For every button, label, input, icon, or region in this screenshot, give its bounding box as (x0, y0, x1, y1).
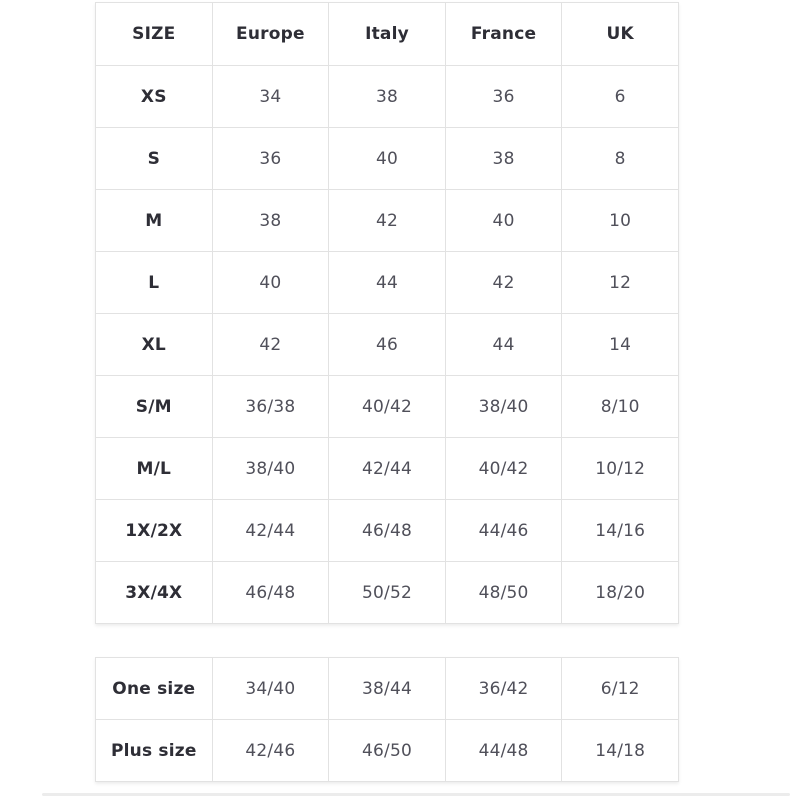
table-row-one-size (96, 658, 679, 720)
column-header-france: France (445, 3, 562, 66)
cell-italy: 46/48 (329, 500, 446, 562)
cell-france: 40 (445, 190, 562, 252)
table-row-s (96, 128, 679, 190)
row-label: L (96, 252, 213, 314)
table-row-plus-size (96, 720, 679, 782)
table-row-m (96, 190, 679, 252)
cell-europe: 42/44 (212, 500, 329, 562)
cell-europe: 42 (212, 314, 329, 376)
cell-uk: 6/12 (562, 658, 679, 720)
cell-europe: 40 (212, 252, 329, 314)
cell-france: 38/40 (445, 376, 562, 438)
column-header-europe: Europe (212, 3, 329, 66)
header-row (96, 3, 679, 66)
row-label: Plus size (96, 720, 213, 782)
cell-italy: 40/42 (329, 376, 446, 438)
cell-france: 44 (445, 314, 562, 376)
cell-europe: 46/48 (212, 562, 329, 624)
cell-france: 42 (445, 252, 562, 314)
row-label: S/M (96, 376, 213, 438)
column-header-size: SIZE (96, 3, 213, 66)
cell-france: 48/50 (445, 562, 562, 624)
cell-europe: 36/38 (212, 376, 329, 438)
cell-france: 38 (445, 128, 562, 190)
row-label: One size (96, 658, 213, 720)
row-label: M (96, 190, 213, 252)
cell-europe: 34/40 (212, 658, 329, 720)
cell-europe: 38/40 (212, 438, 329, 500)
cell-italy: 50/52 (329, 562, 446, 624)
table-row-3x4x (96, 562, 679, 624)
cell-france: 44/46 (445, 500, 562, 562)
cell-uk: 14/16 (562, 500, 679, 562)
cell-italy: 40 (329, 128, 446, 190)
bottom-divider (42, 793, 790, 796)
column-header-italy: Italy (329, 3, 446, 66)
special-sizes-table (95, 657, 679, 782)
cell-uk: 8 (562, 128, 679, 190)
cell-europe: 38 (212, 190, 329, 252)
row-label: 3X/4X (96, 562, 213, 624)
cell-uk: 8/10 (562, 376, 679, 438)
cell-europe: 34 (212, 66, 329, 128)
cell-uk: 10 (562, 190, 679, 252)
table-row-ml (96, 438, 679, 500)
cell-europe: 42/46 (212, 720, 329, 782)
size-conversion-table (95, 2, 679, 624)
row-label: XL (96, 314, 213, 376)
row-label: 1X/2X (96, 500, 213, 562)
row-label: S (96, 128, 213, 190)
row-label: XS (96, 66, 213, 128)
cell-italy: 46/50 (329, 720, 446, 782)
table-row-xs (96, 66, 679, 128)
cell-italy: 42 (329, 190, 446, 252)
cell-france: 36/42 (445, 658, 562, 720)
cell-uk: 14/18 (562, 720, 679, 782)
cell-italy: 44 (329, 252, 446, 314)
table-row-l (96, 252, 679, 314)
cell-italy: 46 (329, 314, 446, 376)
cell-uk: 14 (562, 314, 679, 376)
cell-france: 44/48 (445, 720, 562, 782)
table-row-1x2x (96, 500, 679, 562)
cell-italy: 38/44 (329, 658, 446, 720)
row-label: M/L (96, 438, 213, 500)
cell-uk: 18/20 (562, 562, 679, 624)
cell-europe: 36 (212, 128, 329, 190)
cell-italy: 42/44 (329, 438, 446, 500)
cell-uk: 12 (562, 252, 679, 314)
table-row-sm (96, 376, 679, 438)
cell-uk: 10/12 (562, 438, 679, 500)
table-row-xl (96, 314, 679, 376)
cell-italy: 38 (329, 66, 446, 128)
column-header-uk: UK (562, 3, 679, 66)
cell-uk: 6 (562, 66, 679, 128)
cell-france: 36 (445, 66, 562, 128)
cell-france: 40/42 (445, 438, 562, 500)
